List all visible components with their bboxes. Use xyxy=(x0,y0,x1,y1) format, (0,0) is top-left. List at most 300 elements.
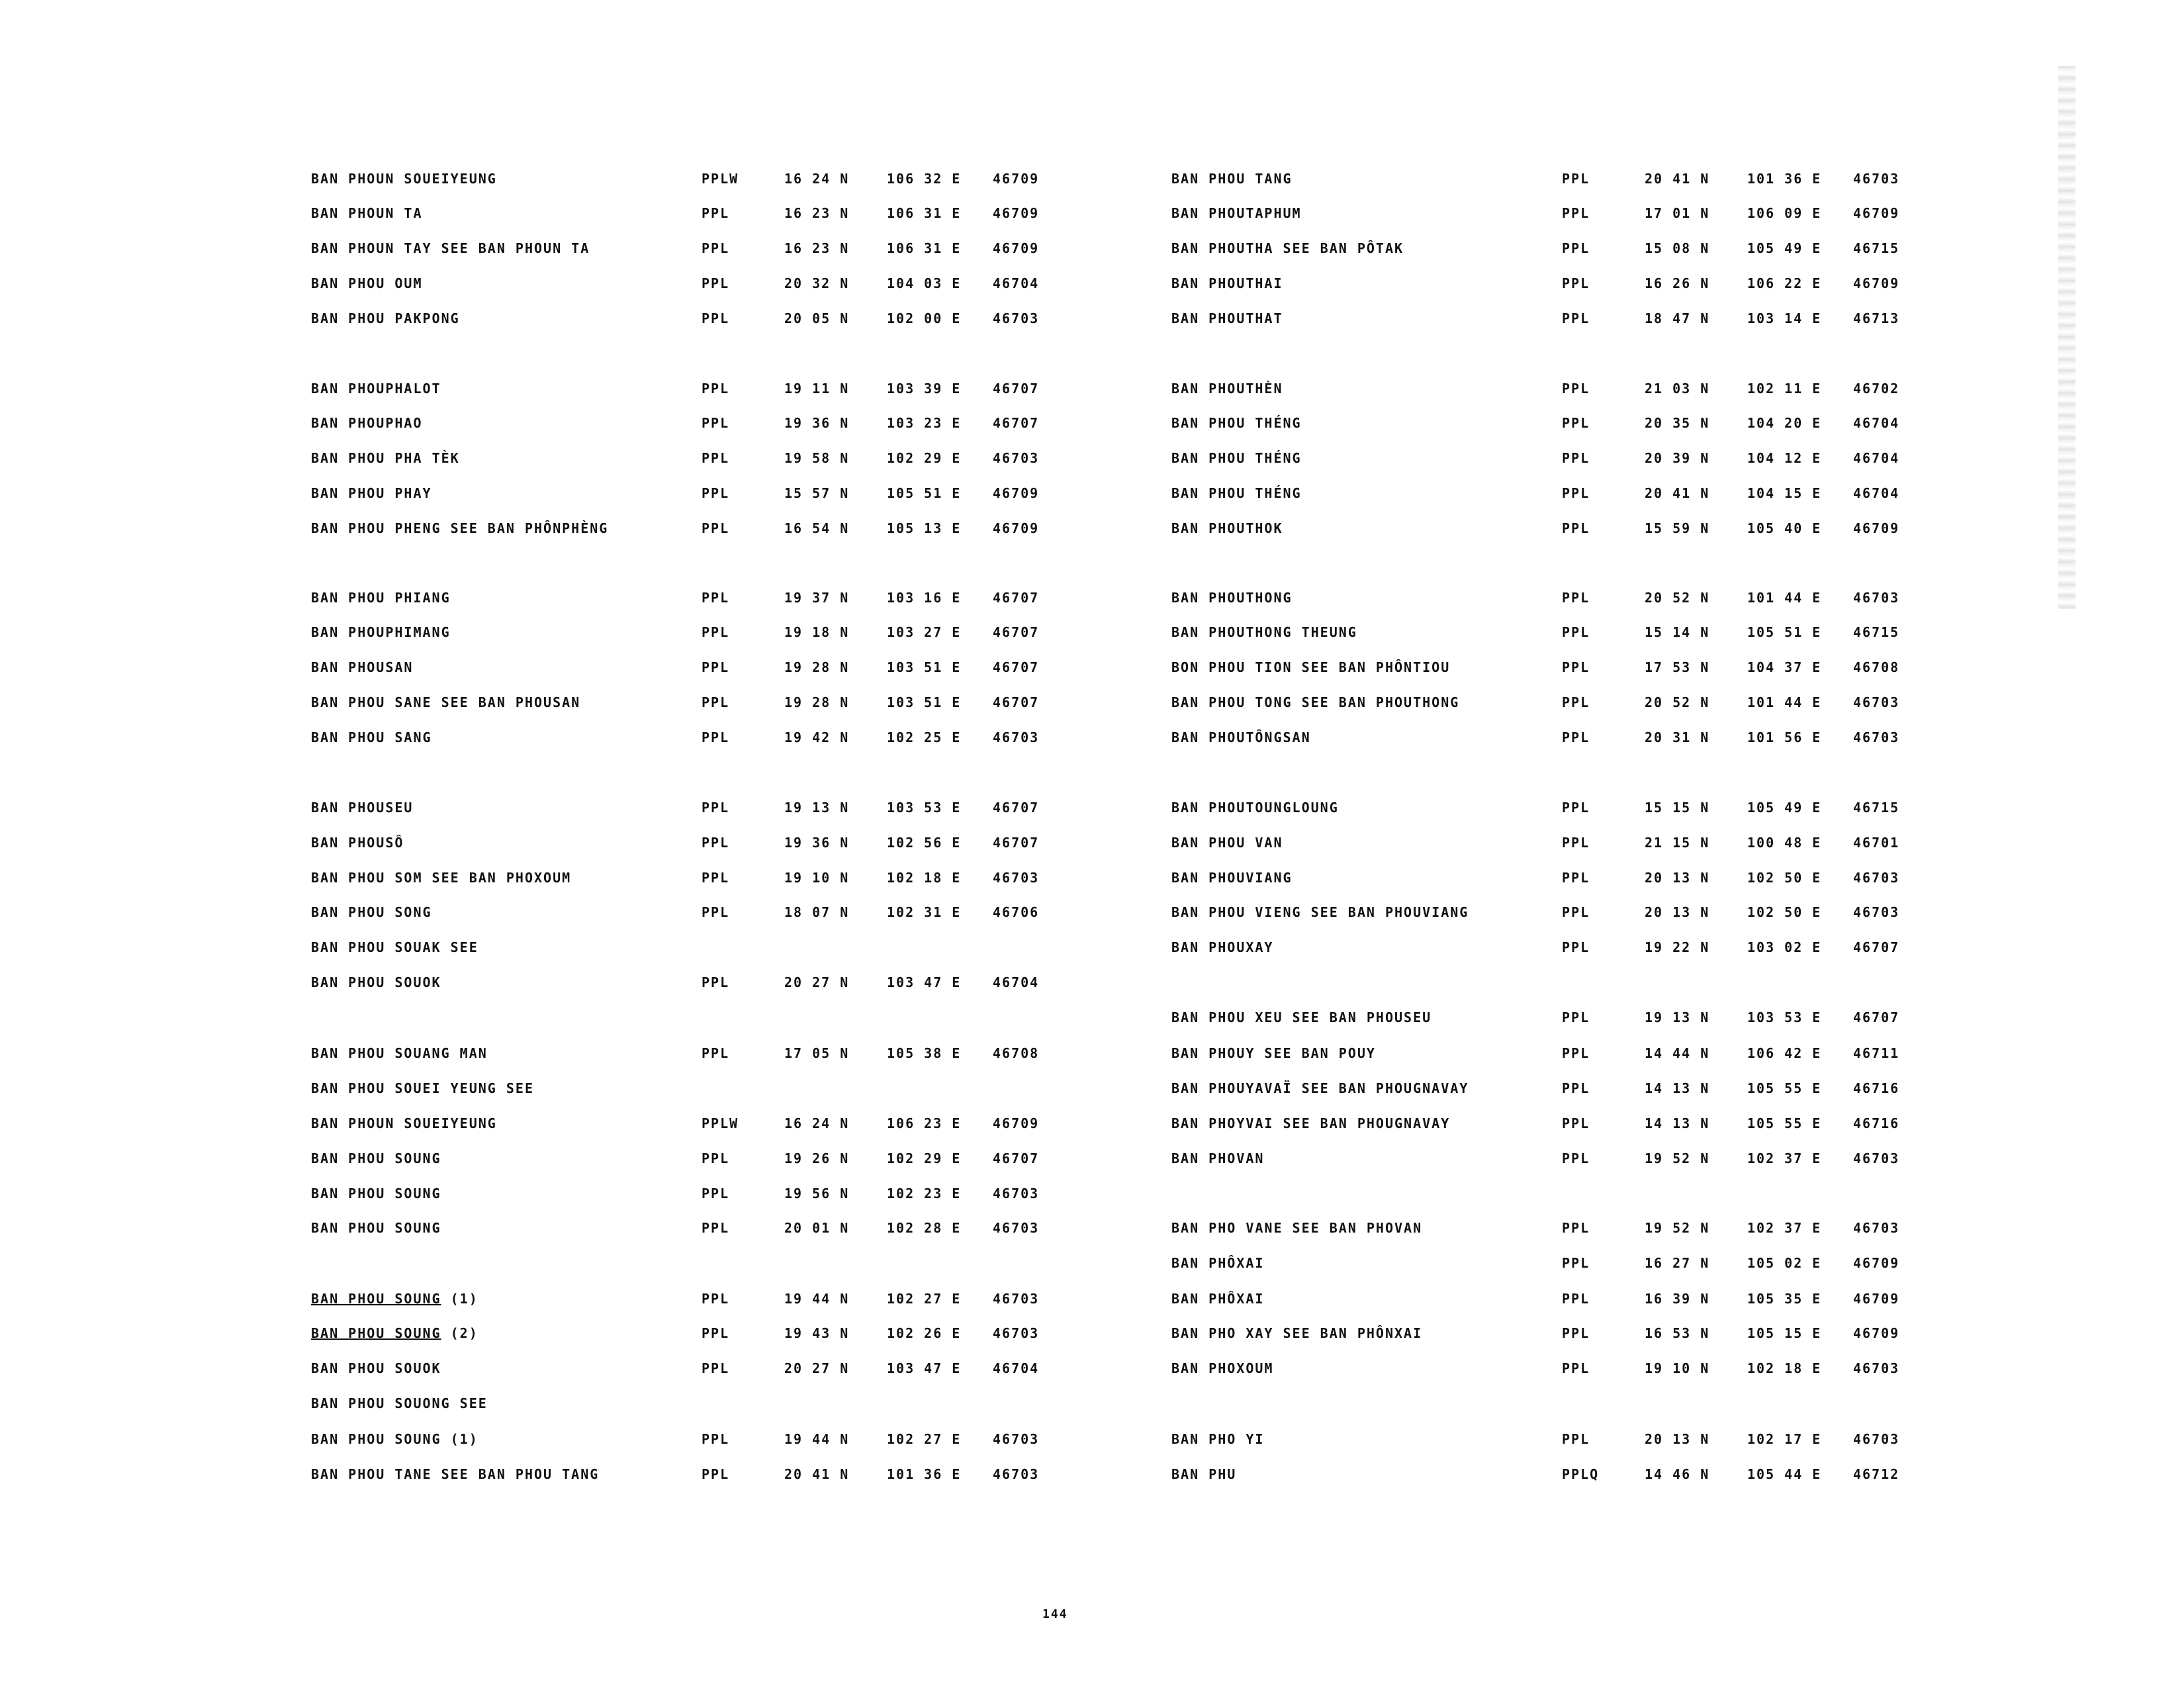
entry-code: 46712 xyxy=(1853,1466,1900,1482)
gazetteer-entry xyxy=(311,1356,1198,1380)
gazetteer-entry xyxy=(1171,236,2058,260)
entry-name: BAN PHOXOUM xyxy=(1171,1360,1274,1376)
entry-name xyxy=(311,1291,702,1307)
entry-name: BAN PHOUN TA xyxy=(311,205,423,221)
entry-name: BAN PHO VANE SEE BAN PHOVAN xyxy=(1171,1220,1423,1236)
entry-lon: 103 02 E xyxy=(1747,939,1822,955)
entry-lat: 16 23 N xyxy=(784,240,850,256)
gazetteer-entry xyxy=(1171,1147,2058,1170)
gazetteer-entry xyxy=(311,236,1198,260)
entry-name: BAN PHOYVAI SEE BAN PHOUGNAVAY xyxy=(1171,1115,1451,1131)
gazetteer-entry xyxy=(1171,1251,2058,1275)
entry-name: BAN PHU xyxy=(1171,1466,1237,1482)
entry-name: BAN PHOUPHIMANG xyxy=(311,624,451,640)
page-number: 144 xyxy=(1042,1607,1068,1621)
entry-lat: 20 41 N xyxy=(1645,485,1710,501)
entry-code: 46709 xyxy=(1853,1325,1900,1341)
entry-lat: 19 44 N xyxy=(784,1291,850,1307)
gazetteer-entry xyxy=(1171,1111,2058,1135)
entry-lat: 20 39 N xyxy=(1645,450,1710,466)
entry-code: 46703 xyxy=(1853,171,1900,187)
entry-lat: 19 37 N xyxy=(784,590,850,606)
entry-lon: 103 14 E xyxy=(1747,310,1822,326)
entry-name: BAN PHOU SOUNG (1) xyxy=(311,1431,478,1447)
entry-name: BAN PHOU SOUNG xyxy=(311,1150,441,1166)
entry-lat: 20 13 N xyxy=(1645,870,1710,886)
entry-lon: 102 29 E xyxy=(887,450,962,466)
entry-name: BAN PHOU THÉNG xyxy=(1171,415,1302,431)
entry-designation: PPL xyxy=(702,1045,730,1061)
entry-code: 46703 xyxy=(993,729,1040,745)
entry-code: 46707 xyxy=(993,694,1040,710)
entry-lon: 106 31 E xyxy=(887,240,962,256)
entry-lat: 14 46 N xyxy=(1645,1466,1710,1482)
entry-lat: 19 13 N xyxy=(1645,1009,1710,1025)
entry-code: 46709 xyxy=(1853,275,1900,291)
entry-designation: PPL xyxy=(1562,939,1590,955)
gazetteer-entry xyxy=(1171,796,2058,820)
entry-name: BAN PHOUTAPHUM xyxy=(1171,205,1302,221)
entry-designation: PPL xyxy=(1562,694,1590,710)
entry-lat: 19 13 N xyxy=(784,800,850,816)
entry-code: 46704 xyxy=(1853,415,1900,431)
gazetteer-entry xyxy=(1171,1462,2058,1486)
gazetteer-entry xyxy=(1171,446,2058,470)
entry-lon: 105 51 E xyxy=(887,485,962,501)
entry-code: 46704 xyxy=(993,974,1040,990)
entry-name: BAN PHOU OUM xyxy=(311,275,423,291)
entry-code: 46709 xyxy=(993,205,1040,221)
entry-name: BAN PHOUTOUNGLOUNG xyxy=(1171,800,1339,816)
entry-lat: 20 01 N xyxy=(784,1220,850,1236)
entry-name: BAN PHOU SOUEI YEUNG SEE xyxy=(311,1080,534,1096)
entry-code: 46715 xyxy=(1853,800,1900,816)
entry-name: BAN PHOU TANG xyxy=(1171,171,1293,187)
entry-lat: 20 13 N xyxy=(1645,904,1710,920)
entry-lon: 105 40 E xyxy=(1747,520,1822,536)
entry-lat: 16 24 N xyxy=(784,171,850,187)
entry-name: BAN PHO XAY SEE BAN PHÔNXAI xyxy=(1171,1325,1423,1341)
entry-designation: PPL xyxy=(702,1186,730,1201)
entry-designation: PPL xyxy=(702,835,730,851)
entry-code: 46704 xyxy=(993,1360,1040,1376)
gazetteer-entry xyxy=(1171,271,2058,295)
entry-designation: PPL xyxy=(1562,1009,1590,1025)
entry-name: BAN PHOU PHENG SEE BAN PHÔNPHÈNG xyxy=(311,520,609,536)
entry-code: 46703 xyxy=(993,1431,1040,1447)
entry-code: 46715 xyxy=(1853,624,1900,640)
entry-lon: 105 15 E xyxy=(1747,1325,1822,1341)
entry-lon: 103 16 E xyxy=(887,590,962,606)
entry-name: BAN PHOUXAY xyxy=(1171,939,1274,955)
entry-name: BAN PHOUN TAY SEE BAN PHOUN TA xyxy=(311,240,590,256)
entry-lon: 103 47 E xyxy=(887,1360,962,1376)
entry-lat: 19 36 N xyxy=(784,835,850,851)
entry-lon: 104 03 E xyxy=(887,275,962,291)
gazetteer-entry xyxy=(1171,831,2058,855)
gazetteer-entry xyxy=(311,796,1198,820)
entry-lat: 19 28 N xyxy=(784,659,850,675)
entry-lat: 15 57 N xyxy=(784,485,850,501)
entry-code: 46703 xyxy=(1853,590,1900,606)
entry-designation: PPL xyxy=(1562,171,1590,187)
entry-designation: PPL xyxy=(702,485,730,501)
entry-name: BAN PHOU VIENG SEE BAN PHOUVIANG xyxy=(1171,904,1469,920)
entry-code: 46716 xyxy=(1853,1080,1900,1096)
entry-designation: PPL xyxy=(1562,275,1590,291)
entry-lat: 20 52 N xyxy=(1645,694,1710,710)
entry-code: 46703 xyxy=(1853,870,1900,886)
entry-name: BAN PHOU SOUNG xyxy=(311,1186,441,1201)
entry-designation: PPL xyxy=(702,974,730,990)
entry-lon: 104 12 E xyxy=(1747,450,1822,466)
gazetteer-entry xyxy=(1171,620,2058,644)
entry-lat: 14 13 N xyxy=(1645,1080,1710,1096)
entry-designation: PPL xyxy=(1562,485,1590,501)
entry-designation: PPL xyxy=(702,904,730,920)
entry-code: 46709 xyxy=(1853,1291,1900,1307)
entry-lat: 19 43 N xyxy=(784,1325,850,1341)
entry-name: BAN PHÔXAI xyxy=(1171,1255,1265,1271)
entry-name: BAN PHOU SOUAK SEE xyxy=(311,939,478,955)
entry-lat: 16 27 N xyxy=(1645,1255,1710,1271)
entry-name: BON PHOU TION SEE BAN PHÔNTIOU xyxy=(1171,659,1451,675)
gazetteer-entry xyxy=(311,1216,1198,1240)
entry-lon: 102 56 E xyxy=(887,835,962,851)
entry-code: 46716 xyxy=(1853,1115,1900,1131)
entry-name: BAN PHOUVIANG xyxy=(1171,870,1293,886)
entry-lat: 20 41 N xyxy=(784,1466,850,1482)
entry-lon: 102 27 E xyxy=(887,1431,962,1447)
entry-lat: 14 44 N xyxy=(1645,1045,1710,1061)
entry-designation: PPL xyxy=(702,275,730,291)
entry-name: BAN PHOUTHÈN xyxy=(1171,381,1283,397)
entry-designation: PPL xyxy=(1562,1291,1590,1307)
entry-lat: 15 08 N xyxy=(1645,240,1710,256)
entry-designation: PPL xyxy=(1562,1431,1590,1447)
gazetteer-entry xyxy=(1171,1356,2058,1380)
entry-name: BAN PHOU SOUANG MAN xyxy=(311,1045,488,1061)
gazetteer-entry xyxy=(311,201,1198,225)
gazetteer-entry xyxy=(311,446,1198,470)
entry-lat: 15 59 N xyxy=(1645,520,1710,536)
entry-code: 46703 xyxy=(993,1325,1040,1341)
entry-lat: 15 15 N xyxy=(1645,800,1710,816)
entry-lon: 105 13 E xyxy=(887,520,962,536)
entry-designation: PPL xyxy=(1562,1150,1590,1166)
entry-designation: PPL xyxy=(1562,1115,1590,1131)
entry-designation: PPL xyxy=(702,800,730,816)
entry-lat: 19 56 N xyxy=(784,1186,850,1201)
entry-lon: 106 09 E xyxy=(1747,205,1822,221)
gazetteer-entry xyxy=(311,1076,1198,1100)
gazetteer-entry xyxy=(311,377,1198,400)
entry-code: 46707 xyxy=(993,835,1040,851)
gazetteer-entry xyxy=(311,167,1198,191)
gazetteer-entry xyxy=(311,620,1198,644)
entry-designation: PPL xyxy=(1562,415,1590,431)
entry-name: BAN PHOU THÉNG xyxy=(1171,485,1302,501)
entry-designation: PPL xyxy=(702,415,730,431)
entry-lon: 102 50 E xyxy=(1747,904,1822,920)
entry-lat: 19 42 N xyxy=(784,729,850,745)
entry-designation: PPL xyxy=(1562,835,1590,851)
entry-name: BAN PHOUTHONG THEUNG xyxy=(1171,624,1357,640)
entry-code: 46703 xyxy=(993,870,1040,886)
entry-lon: 102 00 E xyxy=(887,310,962,326)
entry-designation: PPL xyxy=(702,520,730,536)
gazetteer-entry xyxy=(1171,167,2058,191)
entry-lat: 19 58 N xyxy=(784,450,850,466)
entry-lat: 18 47 N xyxy=(1645,310,1710,326)
entry-lat: 20 31 N xyxy=(1645,729,1710,745)
entry-name-underlined: BAN PHOU SOUNG xyxy=(311,1325,441,1341)
entry-designation: PPL xyxy=(702,240,730,256)
entry-name: BAN PHOUN SOUEIYEUNG xyxy=(311,1115,497,1131)
entry-name-suffix: (1) xyxy=(441,1291,478,1307)
entry-name: BAN PHOUPHALOT xyxy=(311,381,441,397)
entry-lat: 21 15 N xyxy=(1645,835,1710,851)
entry-designation: PPL xyxy=(702,310,730,326)
entry-lon: 104 15 E xyxy=(1747,485,1822,501)
entry-code: 46707 xyxy=(993,590,1040,606)
entry-lon: 102 11 E xyxy=(1747,381,1822,397)
entry-name: BAN PHOUSÔ xyxy=(311,835,404,851)
entry-lon: 102 31 E xyxy=(887,904,962,920)
entry-designation: PPL xyxy=(702,694,730,710)
gazetteer-entry xyxy=(311,831,1198,855)
entry-lon: 103 47 E xyxy=(887,974,962,990)
entry-name xyxy=(311,1325,702,1341)
gazetteer-entry xyxy=(311,1182,1198,1205)
entry-name: BAN PHOU TANE SEE BAN PHOU TANG xyxy=(311,1466,600,1482)
entry-designation: PPL xyxy=(1562,1255,1590,1271)
entry-designation: PPL xyxy=(702,450,730,466)
entry-lon: 105 55 E xyxy=(1747,1080,1822,1096)
entry-code: 46704 xyxy=(1853,485,1900,501)
gazetteer-entry xyxy=(1171,900,2058,924)
entry-lat: 19 28 N xyxy=(784,694,850,710)
entry-designation: PPL xyxy=(1562,240,1590,256)
entry-lat: 20 27 N xyxy=(784,1360,850,1376)
entry-designation: PPL xyxy=(702,870,730,886)
gazetteer-entry xyxy=(1171,1006,2058,1029)
entry-lon: 102 50 E xyxy=(1747,870,1822,886)
entry-code: 46703 xyxy=(1853,1220,1900,1236)
entry-code: 46707 xyxy=(993,800,1040,816)
entry-lon: 102 25 E xyxy=(887,729,962,745)
gazetteer-entry xyxy=(311,1462,1198,1486)
entry-designation: PPL xyxy=(1562,1360,1590,1376)
entry-name: BAN PHOVAN xyxy=(1171,1150,1265,1166)
gazetteer-entry xyxy=(311,866,1198,890)
entry-code: 46703 xyxy=(1853,1360,1900,1376)
entry-lat: 18 07 N xyxy=(784,904,850,920)
entry-code: 46707 xyxy=(993,415,1040,431)
entry-lat: 19 18 N xyxy=(784,624,850,640)
entry-lon: 105 38 E xyxy=(887,1045,962,1061)
entry-designation: PPL xyxy=(702,1220,730,1236)
entry-code: 46709 xyxy=(1853,205,1900,221)
entry-name: BAN PHOU SOUOK xyxy=(311,974,441,990)
entry-name: BAN PHOU VAN xyxy=(1171,835,1283,851)
entry-designation: PPL xyxy=(1562,1325,1590,1341)
entry-name: BAN PHOU PHIANG xyxy=(311,590,451,606)
entry-code: 46703 xyxy=(1853,1150,1900,1166)
gazetteer-entry xyxy=(1171,481,2058,505)
gazetteer-entry xyxy=(311,1111,1198,1135)
entry-lat: 21 03 N xyxy=(1645,381,1710,397)
gazetteer-entry xyxy=(1171,690,2058,714)
entry-designation: PPL xyxy=(702,590,730,606)
entry-lon: 104 20 E xyxy=(1747,415,1822,431)
entry-code: 46709 xyxy=(993,520,1040,536)
gazetteer-entry xyxy=(1171,1321,2058,1345)
gazetteer-entry xyxy=(1171,1427,2058,1451)
gazetteer-entry xyxy=(311,306,1198,330)
gazetteer-entry xyxy=(311,1147,1198,1170)
entry-name: BAN PHO YI xyxy=(1171,1431,1265,1447)
gazetteer-entry xyxy=(311,1287,1198,1311)
entry-designation: PPL xyxy=(1562,624,1590,640)
entry-name-underlined: BAN PHOU SOUNG xyxy=(311,1291,441,1307)
entry-lon: 101 36 E xyxy=(887,1466,962,1482)
entry-lon: 106 32 E xyxy=(887,171,962,187)
entry-code: 46707 xyxy=(1853,1009,1900,1025)
gazetteer-entry xyxy=(1171,1287,2058,1311)
entry-lon: 102 27 E xyxy=(887,1291,962,1307)
entry-name: BAN PHOU SOM SEE BAN PHOXOUM xyxy=(311,870,572,886)
entry-code: 46707 xyxy=(1853,939,1900,955)
entry-code: 46713 xyxy=(1853,310,1900,326)
entry-name: BAN PHOU THÉNG xyxy=(1171,450,1302,466)
entry-designation: PPL xyxy=(702,624,730,640)
entry-lon: 103 53 E xyxy=(1747,1009,1822,1025)
entry-code: 46703 xyxy=(1853,729,1900,745)
entry-code: 46715 xyxy=(1853,240,1900,256)
entry-lat: 16 54 N xyxy=(784,520,850,536)
gazetteer-entry xyxy=(311,970,1198,994)
entry-lon: 102 18 E xyxy=(1747,1360,1822,1376)
entry-lat: 20 35 N xyxy=(1645,415,1710,431)
entry-lon: 102 26 E xyxy=(887,1325,962,1341)
entry-lat: 17 01 N xyxy=(1645,205,1710,221)
gazetteer-entry xyxy=(1171,655,2058,679)
gazetteer-entry xyxy=(1171,586,2058,610)
entry-code: 46703 xyxy=(993,1220,1040,1236)
entry-name: BAN PHOUSAN xyxy=(311,659,414,675)
entry-lat: 20 27 N xyxy=(784,974,850,990)
entry-name: BAN PHOUTHAI xyxy=(1171,275,1283,291)
entry-designation: PPL xyxy=(1562,800,1590,816)
entry-code: 46711 xyxy=(1853,1045,1900,1061)
entry-designation: PPL xyxy=(702,205,730,221)
entry-lat: 14 13 N xyxy=(1645,1115,1710,1131)
entry-code: 46702 xyxy=(1853,381,1900,397)
entry-lat: 20 13 N xyxy=(1645,1431,1710,1447)
entry-name: BAN PHOUPHAO xyxy=(311,415,423,431)
entry-lat: 19 22 N xyxy=(1645,939,1710,955)
entry-name: BAN PHOU PAKPONG xyxy=(311,310,460,326)
gazetteer-entry xyxy=(311,900,1198,924)
entry-code: 46707 xyxy=(993,659,1040,675)
entry-code: 46708 xyxy=(1853,659,1900,675)
entry-lon: 103 53 E xyxy=(887,800,962,816)
gazetteer-entry xyxy=(311,1391,1198,1415)
entry-lon: 106 42 E xyxy=(1747,1045,1822,1061)
entry-lon: 101 44 E xyxy=(1747,694,1822,710)
gazetteer-entry xyxy=(311,655,1198,679)
entry-code: 46709 xyxy=(993,485,1040,501)
entry-code: 46703 xyxy=(993,310,1040,326)
entry-lon: 106 22 E xyxy=(1747,275,1822,291)
entry-designation: PPL xyxy=(702,1291,730,1307)
entry-name-suffix: (2) xyxy=(441,1325,478,1341)
entry-name: BAN PHOU PHA TÈK xyxy=(311,450,460,466)
entry-name: BAN PHOUYAVAÏ SEE BAN PHOUGNAVAY xyxy=(1171,1080,1469,1096)
entry-lat: 20 05 N xyxy=(784,310,850,326)
entry-lon: 101 44 E xyxy=(1747,590,1822,606)
gazetteer-entry xyxy=(1171,935,2058,959)
entry-lon: 100 48 E xyxy=(1747,835,1822,851)
gazetteer-entry xyxy=(311,1427,1198,1451)
gazetteer-entry xyxy=(1171,1041,2058,1065)
entry-designation: PPL xyxy=(1562,590,1590,606)
gazetteer-entry xyxy=(311,586,1198,610)
entry-name: BAN PHOU SONG xyxy=(311,904,432,920)
entry-lon: 101 36 E xyxy=(1747,171,1822,187)
entry-designation: PPLW xyxy=(702,1115,739,1131)
entry-name: BAN PHOUTÔNGSAN xyxy=(1171,729,1311,745)
entry-designation: PPL xyxy=(702,1325,730,1341)
gazetteer-entry xyxy=(1171,516,2058,540)
entry-lat: 16 39 N xyxy=(1645,1291,1710,1307)
entry-designation: PPLQ xyxy=(1562,1466,1600,1482)
entry-lon: 101 56 E xyxy=(1747,729,1822,745)
entry-name: BAN PHOUTHAT xyxy=(1171,310,1283,326)
entry-code: 46709 xyxy=(993,240,1040,256)
entry-designation: PPL xyxy=(1562,729,1590,745)
entry-lat: 19 52 N xyxy=(1645,1150,1710,1166)
entry-lat: 19 11 N xyxy=(784,381,850,397)
entry-lon: 105 49 E xyxy=(1747,800,1822,816)
entry-name: BAN PHOU TONG SEE BAN PHOUTHONG xyxy=(1171,694,1460,710)
entry-designation: PPL xyxy=(1562,381,1590,397)
entry-name: BAN PHOUN SOUEIYEUNG xyxy=(311,171,497,187)
gazetteer-entry xyxy=(1171,1076,2058,1100)
entry-lat: 16 53 N xyxy=(1645,1325,1710,1341)
entry-designation: PPL xyxy=(1562,450,1590,466)
entry-lat: 16 24 N xyxy=(784,1115,850,1131)
entry-code: 46706 xyxy=(993,904,1040,920)
entry-name: BAN PHOU SANG xyxy=(311,729,432,745)
entry-lat: 19 52 N xyxy=(1645,1220,1710,1236)
scan-edge-artifact xyxy=(2058,66,2075,609)
entry-lat: 19 36 N xyxy=(784,415,850,431)
entry-lon: 102 28 E xyxy=(887,1220,962,1236)
entry-lat: 20 52 N xyxy=(1645,590,1710,606)
gazetteer-entry xyxy=(311,516,1198,540)
entry-name: BAN PHOU SANE SEE BAN PHOUSAN xyxy=(311,694,581,710)
gazetteer-entry xyxy=(311,1321,1198,1345)
entry-designation: PPL xyxy=(1562,205,1590,221)
entry-code: 46704 xyxy=(1853,450,1900,466)
entry-name: BAN PHOU XEU SEE BAN PHOUSEU xyxy=(1171,1009,1432,1025)
entry-code: 46709 xyxy=(993,1115,1040,1131)
entry-code: 46709 xyxy=(1853,520,1900,536)
entry-lon: 105 35 E xyxy=(1747,1291,1822,1307)
entry-lat: 20 32 N xyxy=(784,275,850,291)
